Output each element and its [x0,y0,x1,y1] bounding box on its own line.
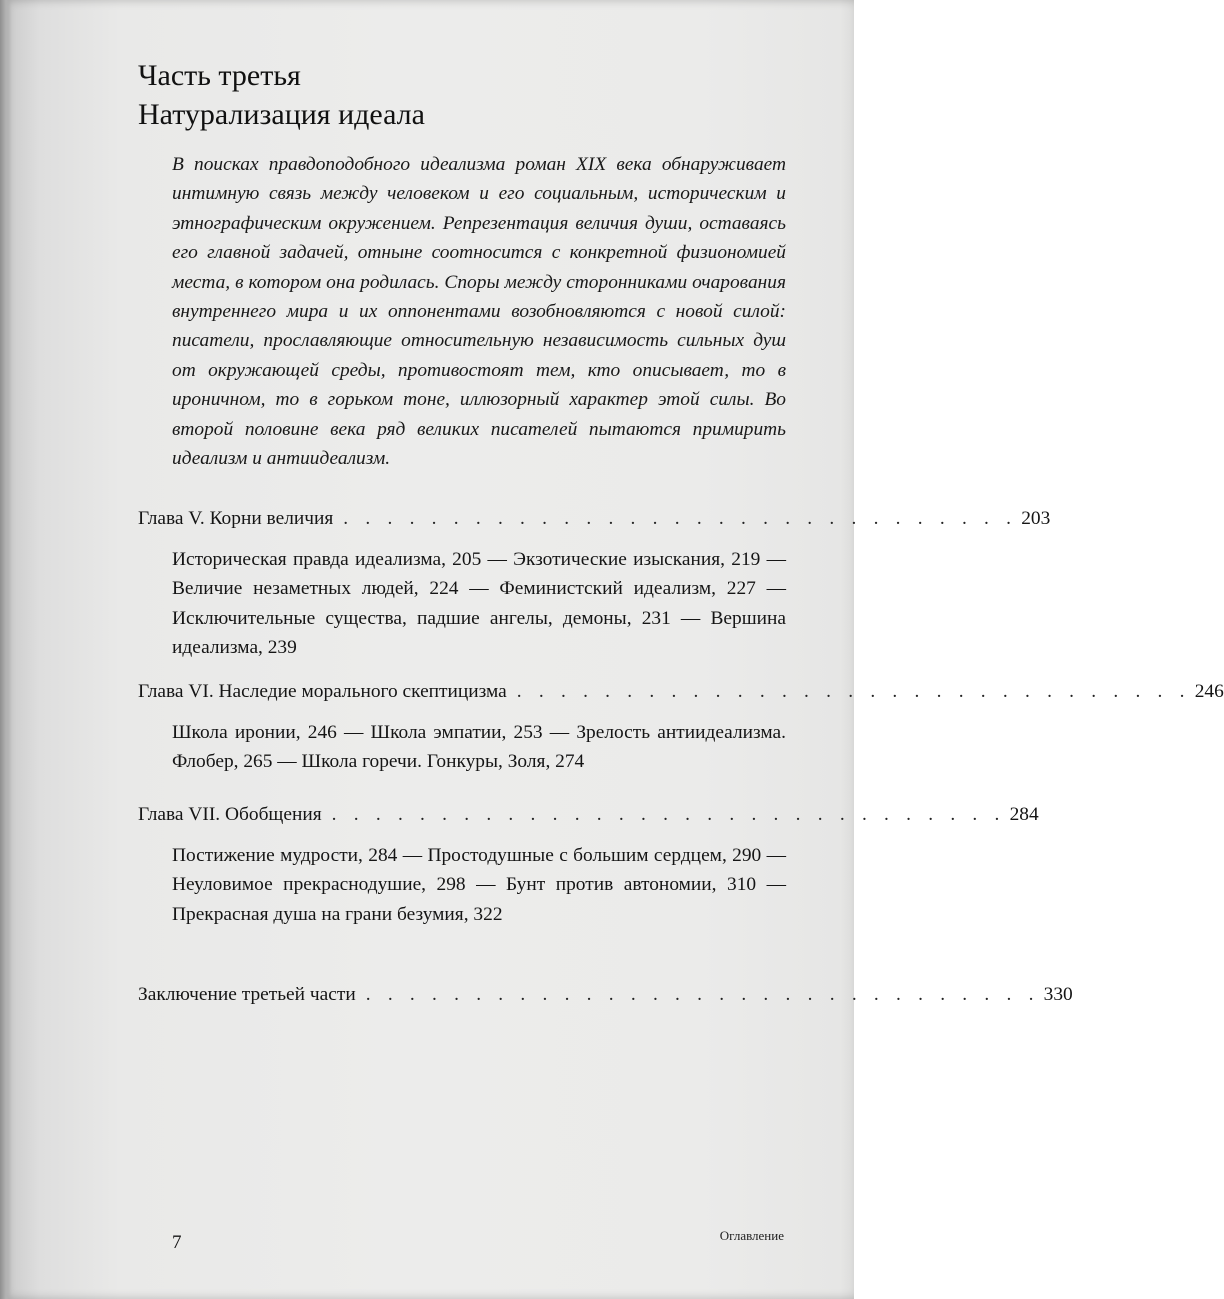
part-number-label: Часть третья [138,59,301,92]
toc-leader-dots: . . . . . . . . . . . . . . . . . . . . . . . . . . . . . . . [365,984,1040,1005]
toc-entry-conclusion[interactable] [138,980,1073,1009]
toc-chapter-title: Глава V. Корни величия [138,508,334,529]
page-number: 7 [172,1232,182,1253]
toc-leader-dots: . . . . . . . . . . . . . . . . . . . . . . . . . . . . . . . [331,804,1006,825]
part-title: Натурализация идеала [138,98,425,131]
part-heading [138,56,425,134]
toc-line [138,800,1039,829]
part-intro-paragraph: В поисках правдоподобного идеализма роман XIX века обнаруживает интимную связь между человеком и его социальным, историческим и этнографическим окружением. Репрезентация величия души, оставаясь его главной задачей, отныне соотносится с конкретной физиономией места, в котором она родилась. Споры между сторонниками очарования внутреннего мира и их оппонентами возобновляются с новой силой: писатели, прославляющие относительную независимость сильных душ от окружающей среды, противостоят тем, кто описывает, то в ироничном, то в горьком тоне, иллюзорный характер этой силы. Во второй половине века ряд великих писателей пытаются примирить идеализм и антиидеализм. [172,154,786,470]
toc-sections: Школа иронии, 246 — Школа эмпатии, 253 — Зрелость антиидеализма. Флобер, 265 — Школа горечи. Гонкуры, Золя, 274 [172,722,786,773]
toc-leader-dots: . . . . . . . . . . . . . . . . . . . . . . . . . . . . . . . [343,508,1018,529]
toc-page-number: 330 [1043,984,1073,1005]
toc-chapter-title: Глава VII. Обобщения [138,804,322,825]
toc-line [138,504,1051,533]
toc-entry-chapter-7[interactable] [138,800,1039,929]
toc-sections: Историческая правда идеализма, 205 — Экзотические изыскания, 219 — Величие незаметных людей, 224 — Феминистский идеализм, 227 — Исключительные существа, падшие ангелы, демоны, 231 — Вершина идеализма, 239 [172,549,786,659]
toc-sections: Постижение мудрости, 284 — Простодушные с большим сердцем, 290 — Неуловимое прекраснодушие, 298 — Бунт против автономии, 310 — Прекрасная душа на грани безумия, 322 [172,845,786,925]
toc-line [138,677,1224,706]
page-spine-shadow [0,0,12,1299]
toc-leader-dots: . . . . . . . . . . . . . . . . . . . . . . . . . . . . . . . [516,681,1191,702]
toc-chapter-title: Заключение третьей части [138,984,356,1005]
toc-page-number: 203 [1021,508,1051,529]
running-head: Оглавление [719,1228,784,1243]
toc-entry-chapter-5[interactable] [138,504,1051,663]
toc-entry-chapter-6[interactable] [138,677,1224,777]
toc-line [138,980,1073,1009]
toc-page-number: 246 [1194,681,1224,702]
toc-page-number: 284 [1009,804,1039,825]
toc-chapter-title: Глава VI. Наследие морального скептицизма [138,681,507,702]
